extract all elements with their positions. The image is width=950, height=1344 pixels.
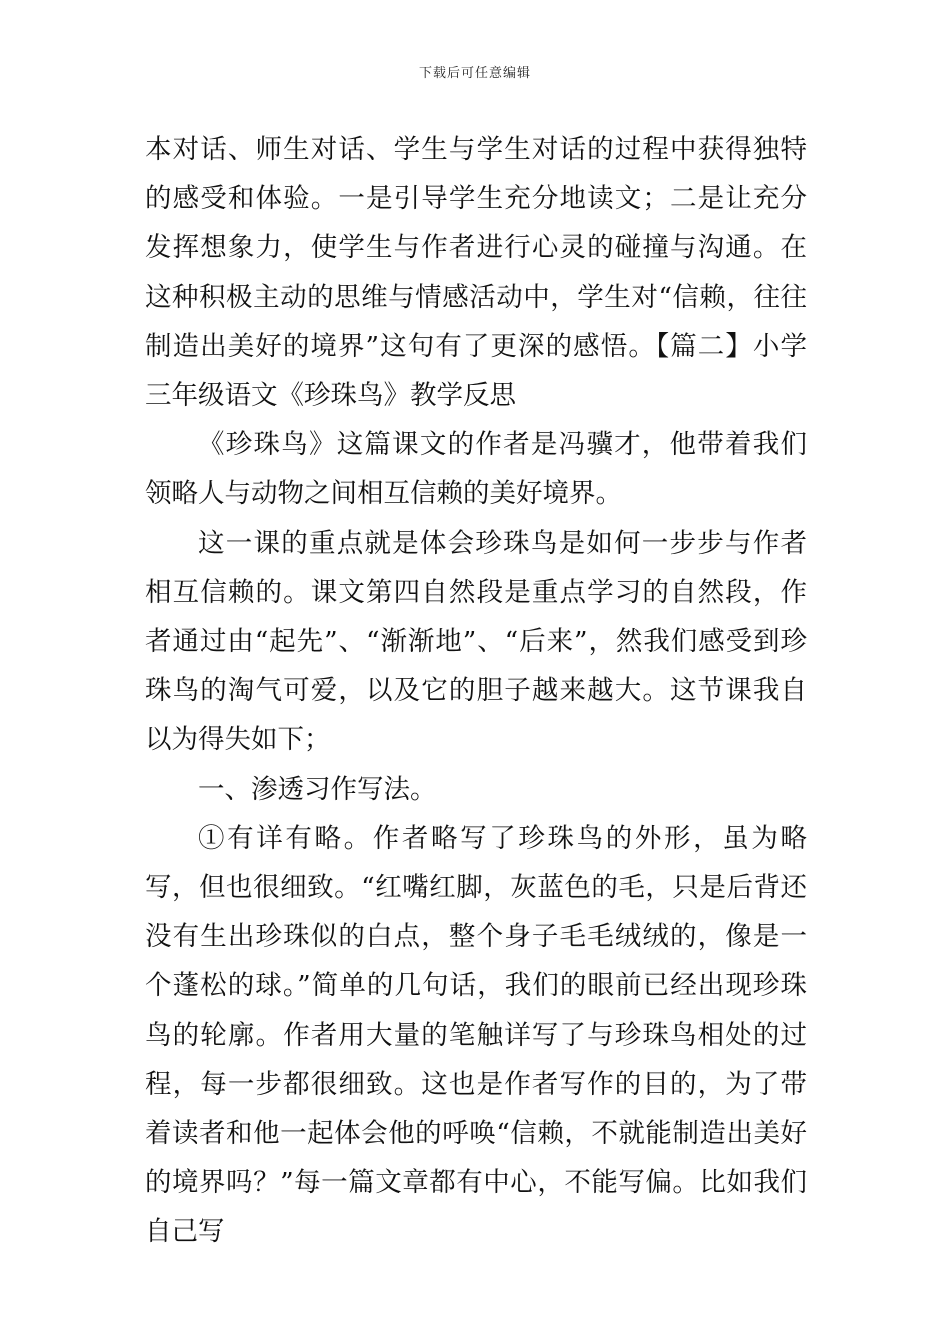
paragraph-intro: 《珍珠鸟》这篇课文的作者是冯骥才，他带着我们领略人与动物之间相互信赖的美好境界。	[145, 429, 807, 510]
paragraph-detail: ①有详有略。作者略写了珍珠鸟的外形，虽为略写，但也很细致。“红嘴红脚，灰蓝色的毛，只是后背还没有生出珍珠似的白点，整个身子毛毛绒绒的，像是一个蓬松的球。”简单的几句话，我们的眼前已经出现珍珠鸟的轮廓。作者用大量的笔触详写了与珍珠鸟相处的过程，每一步都很细致。这也是作者写作的目的，为了带着读者和他一起体会他的呼唤“信赖，不就能制造出美好的境界吗？”每一篇文章都有中心，不能写偏。比如我们自己写	[145, 822, 807, 1248]
paragraph-continuation: 本对话、师生对话、学生与学生对话的过程中获得独特的感受和体验。一是引导学生充分地读文；二是让充分发挥想象力，使学生与作者进行心灵的碰撞与沟通。在这种积极主动的思维与情感活动中，学生对“信赖，往往制造出美好的境界”这句有了更深的感悟。【篇二】小学三年级语文《珍珠鸟》教学反思	[145, 134, 807, 412]
section-heading: 一、渗透习作写法。	[198, 773, 437, 805]
page-header: 下载后可任意编辑	[418, 66, 531, 81]
paragraph-focus: 这一课的重点就是体会珍珠鸟是如何一步步与作者相互信赖的。课文第四自然段是重点学习的自然段，作者通过由“起先”、“渐渐地”、“后来”，然我们感受到珍珠鸟的淘气可爱，以及它的胆子越来越大。这节课我自以为得失如下；	[145, 527, 807, 756]
document-body	[145, 125, 807, 1257]
